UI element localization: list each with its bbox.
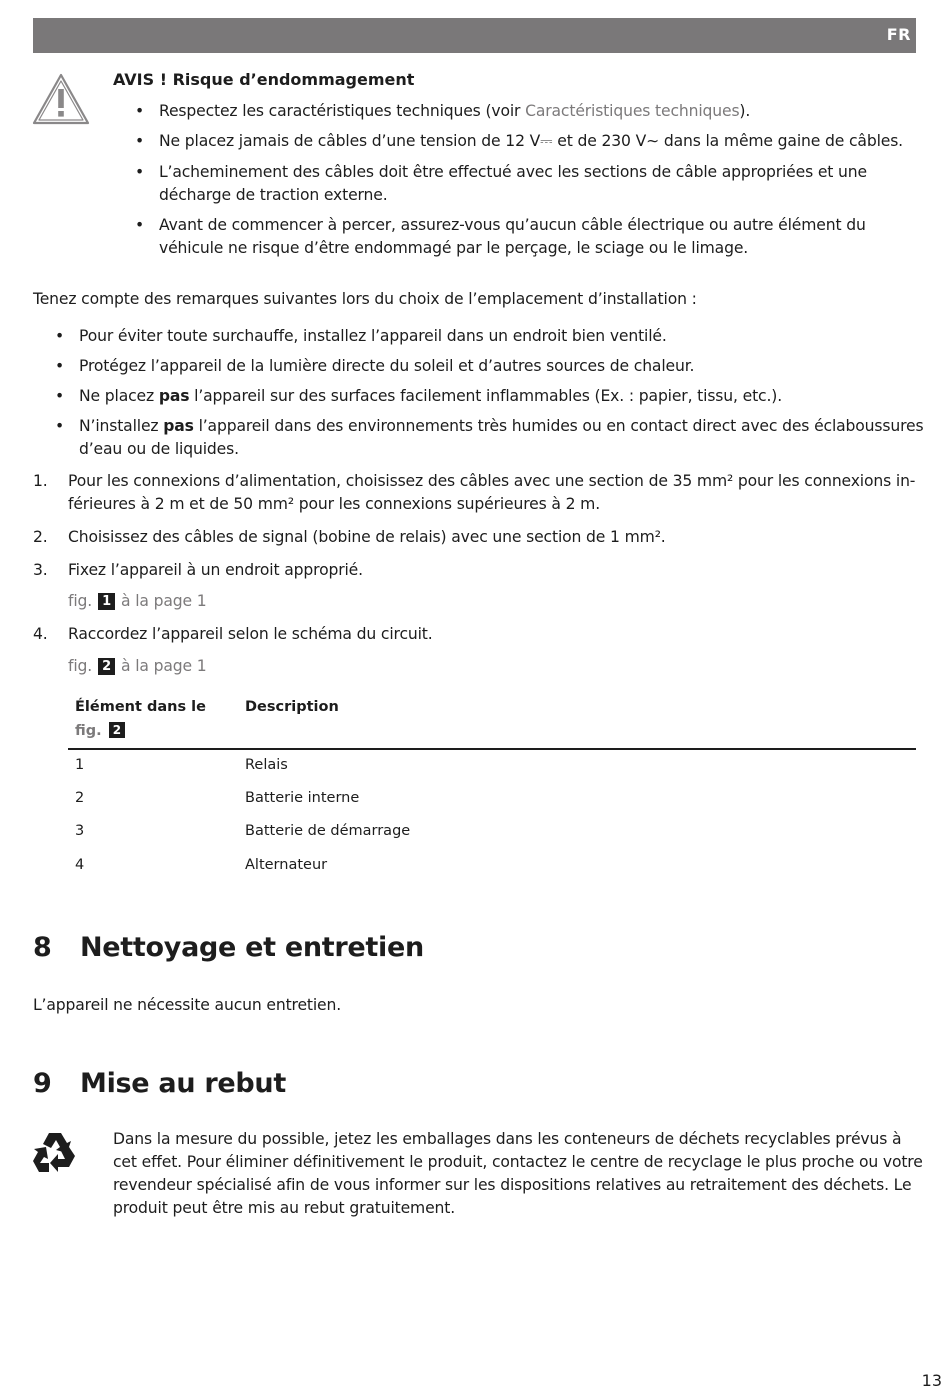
section-number: 8: [33, 932, 52, 963]
section-heading: Mise au rebut: [80, 1068, 286, 1099]
table-cell-item: 1: [75, 757, 85, 773]
table-cell-description: Batterie interne: [245, 790, 360, 806]
intro-paragraph: Tenez compte des remarques suivantes lors du choix de l’emplacement d’installation :: [33, 290, 697, 308]
step-number: 1.: [33, 472, 48, 490]
step-number: 3.: [33, 561, 48, 579]
step-item: 4. Raccordez l’appareil selon le schéma du circuit.: [33, 623, 913, 648]
step-item: 3. Fixez l’appareil à un endroit approprié.: [33, 559, 913, 584]
step-number: 4.: [33, 625, 48, 643]
table-cell-item: 4: [75, 857, 85, 873]
tech-specs-link[interactable]: Caractéristiques techniques: [525, 102, 740, 120]
figure-reference[interactable]: fig. 2 à la page 1: [68, 657, 207, 675]
table-header-rule: [68, 748, 916, 750]
figure-number-badge: 2: [98, 658, 115, 675]
language-label: FR: [886, 25, 911, 44]
table-cell-description: Batterie de démarrage: [245, 823, 411, 839]
table-header-element: Élément dans le fig. 2: [75, 699, 206, 739]
section-paragraph: L’appareil ne nécessite aucun entretien.: [33, 996, 342, 1014]
notice-title: AVIS ! Risque d’endommagement: [113, 70, 415, 89]
table-header-description: Description: [245, 699, 339, 715]
figure-reference[interactable]: fig. 1 à la page 1: [68, 592, 207, 610]
page-number: 13: [921, 1371, 942, 1390]
recycle-icon: [31, 1130, 79, 1178]
table-cell-item: 2: [75, 790, 85, 806]
figure-number-badge: 1: [98, 593, 115, 610]
header-bar: [33, 18, 916, 53]
section-heading: Nettoyage et entretien: [80, 932, 424, 963]
step-number: 2.: [33, 528, 48, 546]
section-number: 9: [33, 1068, 52, 1099]
table-cell-item: 3: [75, 823, 85, 839]
step-item: 1. Pour les connexions d’alimentation, choisissez des câbles avec une section de 35 mm² pour les connexions in- férieures à 2 m et de 50 mm² pour les connexions supérieures à 2 m.: [33, 472, 916, 513]
disposal-paragraph: Dans la mesure du possible, jetez les emballages dans les conteneurs de déchets recyclables prévus à cet effet. Pour éliminer définitivement le produit, contactez le centre de recyclage le plus proche ou votre revendeur spécialisé afin de vous informer sur les dispositions relatives au retraitement des déchets. Le produit peut être mis au rebut gratuitement.: [113, 1130, 923, 1217]
warning-triangle-icon: [31, 72, 91, 126]
step-item: 2. Choisissez des câbles de signal (bobine de relais) avec une section de 1 mm².: [33, 526, 913, 551]
figure-number-badge: 2: [109, 722, 125, 738]
table-cell-description: Relais: [245, 757, 288, 773]
table-cell-description: Alternateur: [245, 857, 328, 873]
